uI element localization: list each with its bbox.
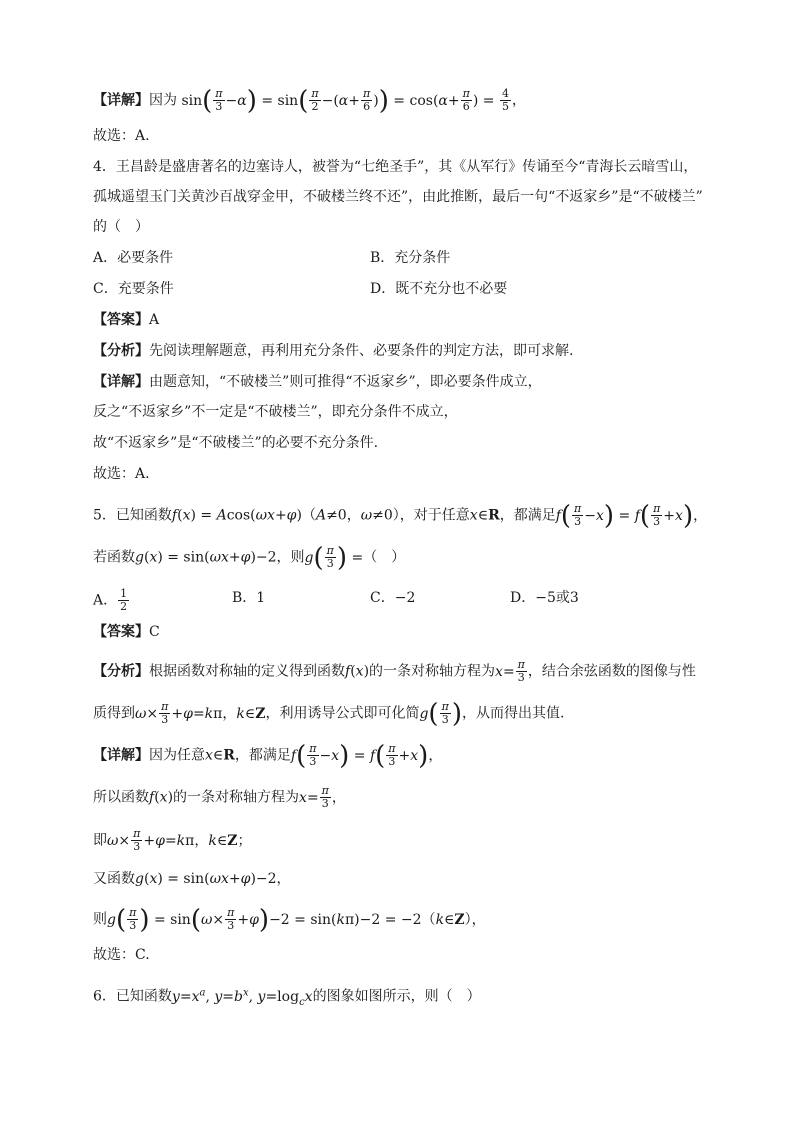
q5-option-d: D．−5或3 [510,590,579,606]
q4-detail2: 反之“不返家乡”不一定是“不破楼兰”，即充分条件不成立， [93,404,458,420]
question-4-line1: 4．王昌龄是盛唐著名的边塞诗人，被誉为“七绝圣手”，其《从军行》传诵至今“青海长云暗雪山， [93,159,698,175]
q4-detail3: 故“不返家乡”是“不破楼兰”的必要不充分条件. [93,435,379,451]
q5-detail2: 所以函数f(x)的一条对称轴方程为x= $\frac{\pi}{3}$ ， [93,784,346,810]
q5-answer: 【答案】C [93,624,160,640]
q4-answer: 【答案】A [93,312,160,328]
q5-choose: 故选：C. [93,947,150,963]
q5-analysis1: 【分析】根据函数对称轴的定义得到函数f(x)的一条对称轴方程为x= $\frac{\pi}{3}$ ，结合余弦函数的图像与性 [93,658,696,684]
q5-detail1: 【详解】因为任意x∈R，都满足f( $\frac{\pi}{3}$ −x) = f( $\frac{\pi}{3}$ +x)， [93,740,443,771]
question-6-line1: 6．已知函数$y=x^a$, $y=b^x$, $y=\log_cx$的图象如图所示，则（ ） [93,987,481,1008]
question-5-line2: 若函数g(x) = sin(ωx+φ)−2，则g( $\frac{\pi}{3}$ ) =（ ） [93,542,406,573]
question-4-line3: 的（ ） [93,219,149,235]
question-5-line1: 5．已知函数f(x) = Acos(ωx+φ)（A≠0，ω≠0），对于任意x∈R，都满足f( $\frac{\pi}{3}$ −x) = f( $\frac{\pi}{3}$ +x)， [93,500,708,531]
q4-option-a: A．必要条件 [93,250,174,266]
formula-sin: sin( $\frac{\pi}{3}$ −α) = sin( $\frac{\pi}{2}$ −(α+ $\frac{\pi}{6}$ )) = cos(α+ $\frac{\pi}{6}$ ) = $\frac{4}{5}$ [181,85,509,116]
q5-detail4: 又函数g(x) = sin(ωx+φ)−2， [93,871,291,887]
q4-choose: 故选：A. [93,466,150,482]
choose-line: 故选：A. [93,128,150,144]
q5-detail5: 则g( $\frac{\pi}{3}$ ) = sin(ω× $\frac{\pi}{3}$ +φ)−2 = sin(kπ)−2 = −2（k∈Z）， [93,904,486,935]
question-4-line2: 孤城遥望玉门关黄沙百战穿金甲，不破楼兰终不还”，由此推断，最后一句“不返家乡”是“不破楼兰” [93,189,703,205]
q5-option-a: A． $\frac{1}{2}$ [93,587,128,613]
q4-detail1: 【详解】由题意知，“不破楼兰”则可推得“不返家乡”，即必要条件成立， [93,374,542,390]
detail-line: 【详解】因为 sin( $\frac{\pi}{3}$ −α) = sin( $\frac{\pi}{2}$ −(α+ $\frac{\pi}{6}$ )) = cos(α+ $\frac{\pi}{6}$ ) = $\frac{4}{5}$ ， [93,85,526,116]
q4-option-b: B．充分条件 [370,250,451,266]
q5-option-c: C．−2 [370,590,416,606]
q4-option-c: C．充要条件 [93,281,174,297]
q4-option-d: D．既不充分也不必要 [370,281,508,297]
q4-analysis: 【分析】先阅读理解题意，再利用充分条件、必要条件的判定方法，即可求解. [93,343,574,359]
q5-detail3: 即ω× $\frac{\pi}{3}$ +φ=kπ，k∈Z； [93,827,252,853]
q5-option-b: B．1 [232,590,266,606]
q5-analysis2: 质得到ω× $\frac{\pi}{3}$ +φ=kπ，k∈Z，利用诱导公式即可化简g( $\frac{\pi}{3}$ )，从而得出其值. [93,698,565,729]
